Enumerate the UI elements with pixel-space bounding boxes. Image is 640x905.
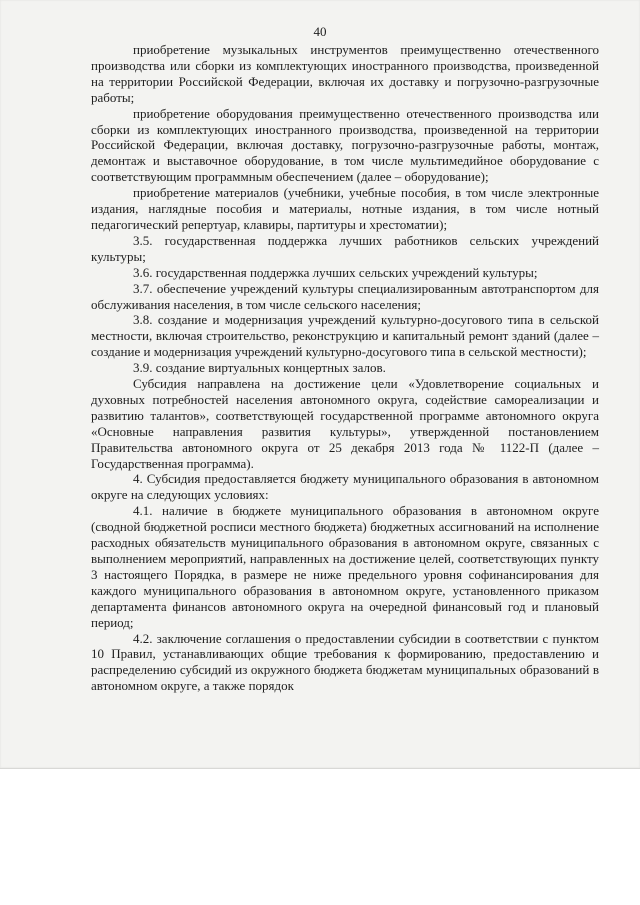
paragraph: 3.6. государственная поддержка лучших сельских учреждений культуры; (133, 264, 538, 280)
paragraph: приобретение музыкальных инструментов преимущественно отечественного производства или сборки из комплектующих иностранного производства, произведенной на территории Российской Федерации, включая их доставку и погрузочно-разгрузочные работы; (91, 42, 599, 105)
page-edge (0, 768, 640, 769)
paragraph: Субсидия направлена на достижение цели «Удовлетворение социальных и духовных потребностей населения автономного округа, содействие самореализации и развитию талантов», соответствующей государственной программе автономного округа «Основные направления развития культуры», утвержденной постановлением Правительства автономного округа от 25 декабря 2013 года № 1122-П (далее – Государственная программа). (91, 376, 599, 471)
page-number: 40 (313, 24, 327, 39)
paragraph: 3.7. обеспечение учреждений культуры специализированным автотранспортом для обслуживания населения, в том числе сельского населения; (91, 280, 599, 312)
paragraph: 3.9. создание виртуальных концертных залов. (133, 360, 386, 376)
paragraph: 4.2. заключение соглашения о предоставлении субсидии в соответствии с пунктом 10 Правил, устанавливающих общие требования к формированию, предоставлению и распределению субсидий из окружного бюджета бюджетам муниципальных образований в автономном округе, а также порядок (91, 630, 599, 694)
document-body (91, 42, 599, 694)
paragraph: 4. Субсидия предоставляется бюджету муниципального образования в автономном округе на следующих условиях: (91, 471, 599, 503)
paragraph: приобретение материалов (учебники, учебные пособия, в том числе электронные издания, наглядные пособия и материалы, нотные издания, в том числе нотный педагогический репертуар, клавиры, партитуры и хрестоматии); (91, 185, 599, 232)
paragraph: 3.8. создание и модернизация учреждений культурно-досугового типа в сельской местности, включая строительство, реконструкцию и капитальный ремонт зданий (далее – создание и модернизация учреждений культурно-досугового типа в сельской местности); (91, 312, 599, 360)
paragraph: приобретение оборудования преимущественно отечественного производства или сборки из комплектующих иностранного производства, произведенной на территории Российской Федерации, включая доставку, погрузочно-разгрузочные работы, монтаж, демонтаж и выставочное оборудование, в том числе мультимедийное оборудование с соответствующим программным обеспечением (далее – оборудование); (91, 105, 599, 185)
paragraph: 3.5. государственная поддержка лучших работников сельских учреждений культуры; (91, 232, 599, 264)
paragraph: 4.1. наличие в бюджете муниципального образования в автономном округе (сводной бюджетной росписи местного бюджета) бюджетных ассигнований на исполнение расходных обязательств муниципального образования в автономном округе, связанных с выполнением мероприятий, направленных на достижение целей, соответствующих пункту 3 настоящего Порядка, в размере не ниже предельного уровня софинансирования для каждого муниципального образования в автономном округе, установленного приказом департамента финансов автономного округа на очередной финансовый год и плановый период; (91, 503, 599, 630)
